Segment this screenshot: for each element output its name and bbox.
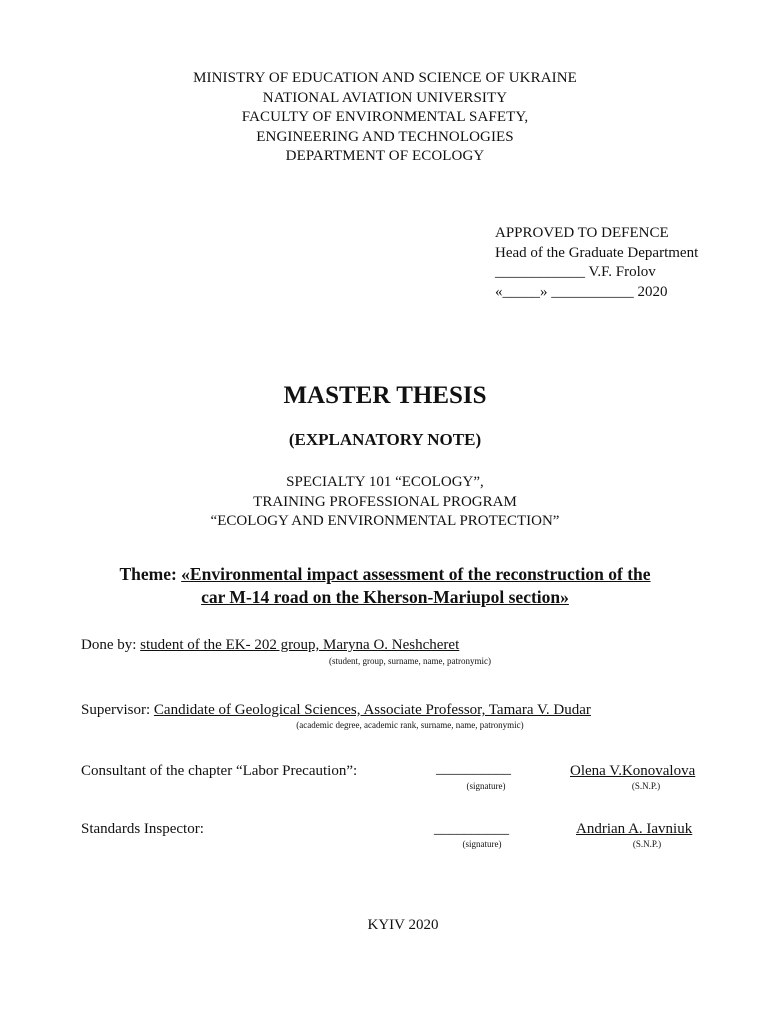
faculty-line-2: ENGINEERING AND TECHNOLOGIES — [256, 128, 514, 145]
inspector-name-caption: (S.N.P.) — [632, 839, 662, 849]
inspector-signature-caption: (signature) — [462, 839, 502, 849]
done-by-value: student of the EK- 202 group, Maryna O. Neshcheret — [140, 637, 460, 653]
specialty-line: SPECIALTY 101 “ECOLOGY”, — [286, 474, 484, 490]
city-year: KYIV 2020 — [367, 917, 439, 933]
ministry-line: MINISTRY OF EDUCATION AND SCIENCE OF UKRAINE — [193, 70, 577, 86]
program-name-line: “ECOLOGY AND ENVIRONMENTAL PROTECTION” — [210, 513, 560, 529]
inspector-label: Standards Inspector: — [81, 821, 204, 837]
faculty-line-1: FACULTY OF ENVIRONMENTAL SAFETY, — [241, 109, 529, 125]
consultant-signature-line: __________ — [436, 761, 511, 777]
consultant-name-caption: (S.N.P.) — [631, 781, 661, 791]
theme-line-2 — [0, 586, 770, 609]
specialty-block — [0, 473, 770, 532]
approval-heading: APPROVED TO DEFENCE — [495, 225, 669, 241]
document-title: MASTER THESIS — [283, 382, 487, 409]
consultant-signature-caption: (signature) — [466, 781, 506, 791]
done-by-label: Done by: — [81, 637, 141, 653]
consultant-label: Consultant of the chapter “Labor Precaution”: — [81, 763, 358, 779]
theme-title-part-2: car M-14 road on the Kherson-Mariupol section» — [201, 587, 569, 607]
document-subtitle: (EXPLANATORY NOTE) — [288, 430, 482, 449]
supervisor-caption: (academic degree, academic rank, surname, name, patronymic) — [296, 720, 524, 730]
done-by-row — [81, 636, 459, 655]
supervisor-label: Supervisor: — [81, 702, 154, 718]
approval-date-line: «_____» ___________ 2020 — [495, 283, 668, 300]
theme-line-1 — [0, 563, 770, 586]
department-line: DEPARTMENT OF ECOLOGY — [285, 148, 485, 164]
inspector-signature-line: __________ — [434, 821, 509, 837]
approval-block — [495, 224, 698, 302]
university-line: NATIONAL AVIATION UNIVERSITY — [262, 89, 508, 106]
supervisor-value: Candidate of Geological Sciences, Associate Professor, Tamara V. Dudar — [153, 702, 591, 718]
supervisor-row — [81, 701, 591, 720]
done-by-caption: (student, group, surname, name, patronymic) — [329, 656, 491, 666]
inspector-name: Andrian A. Iavniuk — [576, 821, 693, 837]
approval-signature-line: ____________ V.F. Frolov — [495, 264, 656, 280]
theme-label: Theme: — [119, 564, 182, 584]
institution-header — [0, 69, 770, 167]
theme-title-part-1: «Environmental impact assessment of the reconstruction of the — [181, 564, 651, 584]
approval-role: Head of the Graduate Department — [495, 244, 699, 261]
theme-block — [0, 563, 770, 609]
consultant-name: Olena V.Konovalova — [570, 763, 696, 779]
program-line: TRAINING PROFESSIONAL PROGRAM — [253, 493, 517, 510]
